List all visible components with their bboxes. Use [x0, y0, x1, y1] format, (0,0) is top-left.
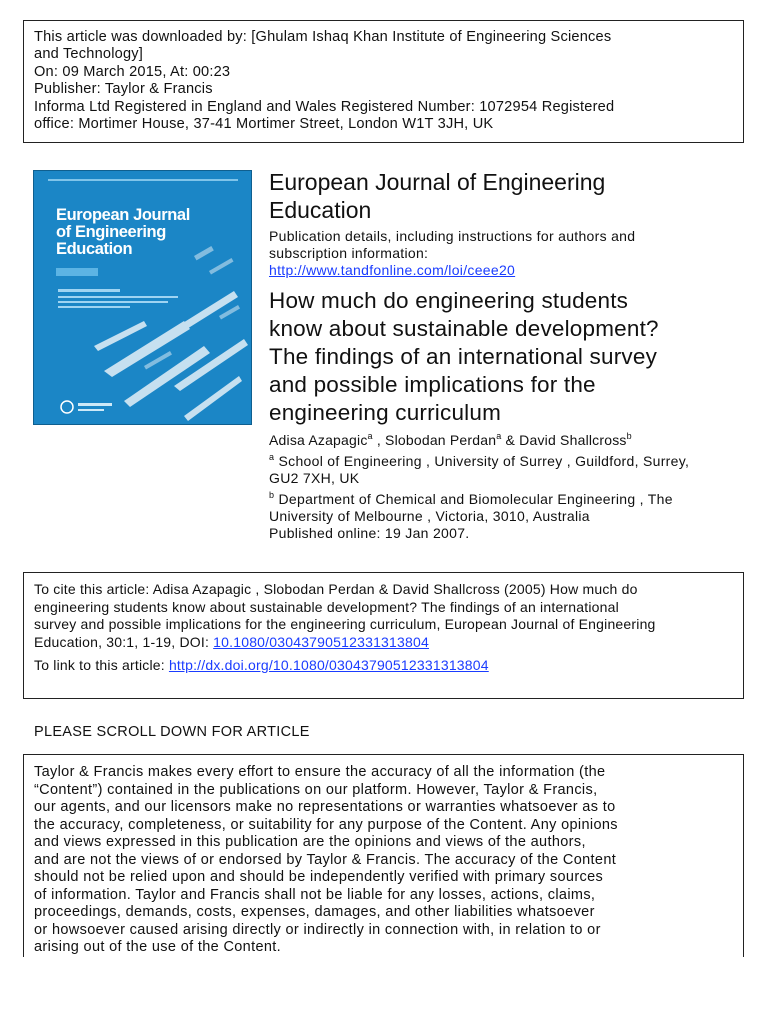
author-affil-mark: b [626, 431, 632, 441]
disclaimer-line: arising out of the use of the Content. [34, 939, 282, 955]
article-header [269, 168, 749, 542]
download-date-line: On: 09 March 2015, At: 00:23 [34, 63, 231, 80]
disclaimer-line: and views expressed in this publication are the opinions and views of the authors, [34, 834, 586, 850]
citation-line: To cite this article: Adisa Azapagic , Slobodan Perdan & David Shallcross (2005) How much do [34, 581, 638, 597]
download-info-line: This article was downloaded by: [Ghulam Ishaq Khan Institute of Engineering Sciences [34, 29, 612, 45]
article-link-row [34, 657, 743, 675]
disclaimer-line: should not be relied upon and should be independently verified with primary sources [34, 869, 604, 885]
doi-link[interactable]: 10.1080/03043790512331313804 [213, 633, 429, 650]
author-list: Adisa Azapagic$^a$ , Slobodan Perdan$^a$ & David Shallcross$^b$ [269, 431, 632, 448]
citation-box [23, 572, 744, 699]
download-info-box [23, 20, 744, 143]
cover-artwork [34, 171, 252, 425]
journal-cover-image[interactable] [33, 170, 252, 425]
disclaimer-line: our agents, and our licensors make no representations or warranties whatsoever as to [34, 799, 616, 815]
author-name: David Shallcross [519, 432, 627, 448]
disclaimer-line: “Content”) contained in the publications on our platform. However, Taylor & Francis, [34, 781, 598, 798]
author-affil-mark: a [367, 431, 373, 441]
registration-line: Informa Ltd Registered in England and Wales Registered Number: 1072954 Registered [34, 98, 615, 115]
article-doi-url-link[interactable]: http://dx.doi.org/10.1080/03043790512331313804 [168, 657, 489, 673]
citation-line: survey and possible implications for the engineering curriculum, European Journal of Engineering [34, 616, 656, 632]
author-name: Slobodan Perdan [385, 432, 497, 448]
article-link-label: To link to this article: [34, 657, 169, 673]
download-info-line: and Technology] [34, 46, 144, 63]
affiliation-a: $^a$ School of Engineering , University of Surrey , Guildford, Surrey, GU2 7XH, UK [269, 452, 690, 486]
disclaimer-line: Taylor & Francis makes every effort to ensure the accuracy of all the information (the [34, 764, 606, 780]
journal-title: European Journal of Engineering Education [269, 169, 606, 223]
scroll-down-note: PLEASE SCROLL DOWN FOR ARTICLE [34, 724, 310, 740]
citation-line: Education, 30:1, 1-19, DOI: 10.1080/03043790512331313804 [34, 633, 429, 650]
published-date: Published online: 19 Jan 2007. [269, 525, 470, 541]
disclaimer-line: the accuracy, completeness, or suitability for any purpose of the Content. Any opinions [34, 816, 618, 833]
citation-line: engineering students know about sustainable development? The findings of an international [34, 598, 619, 615]
affiliation-b: $^b$ Department of Chemical and Biomolecular Engineering , The University of Melbourne , Victoria, 3010, Australia [269, 490, 673, 524]
cover-title: European Journal of Engineering Education [56, 206, 190, 258]
disclaimer-line: of information. Taylor and Francis shall not be liable for any losses, actions, claims, [34, 886, 596, 903]
registration-line: office: Mortimer House, 37-41 Mortimer Street, London W1T 3JH, UK [34, 116, 494, 133]
author-affil-mark: a [496, 431, 502, 441]
disclaimer-box [23, 754, 744, 957]
disclaimer-line: or howsoever caused arising directly or indirectly in connection with, in relation to or [34, 921, 601, 938]
publication-details: Publication details, including instructions for authors and subscription information: [269, 228, 636, 261]
disclaimer-line: and are not the views of or endorsed by Taylor & Francis. The accuracy of the Content [34, 851, 617, 868]
publisher-line: Publisher: Taylor & Francis [34, 81, 213, 98]
journal-url-link[interactable]: http://www.tandfonline.com/loi/ceee20 [269, 262, 516, 278]
article-title: How much do engineering students know about sustainable development? The findings of an international survey and possible implications for the engineering curriculum [269, 288, 659, 425]
disclaimer-line: proceedings, demands, costs, expenses, damages, and other liabilities whatsoever [34, 904, 595, 920]
author-name: Adisa Azapagic [269, 432, 368, 448]
